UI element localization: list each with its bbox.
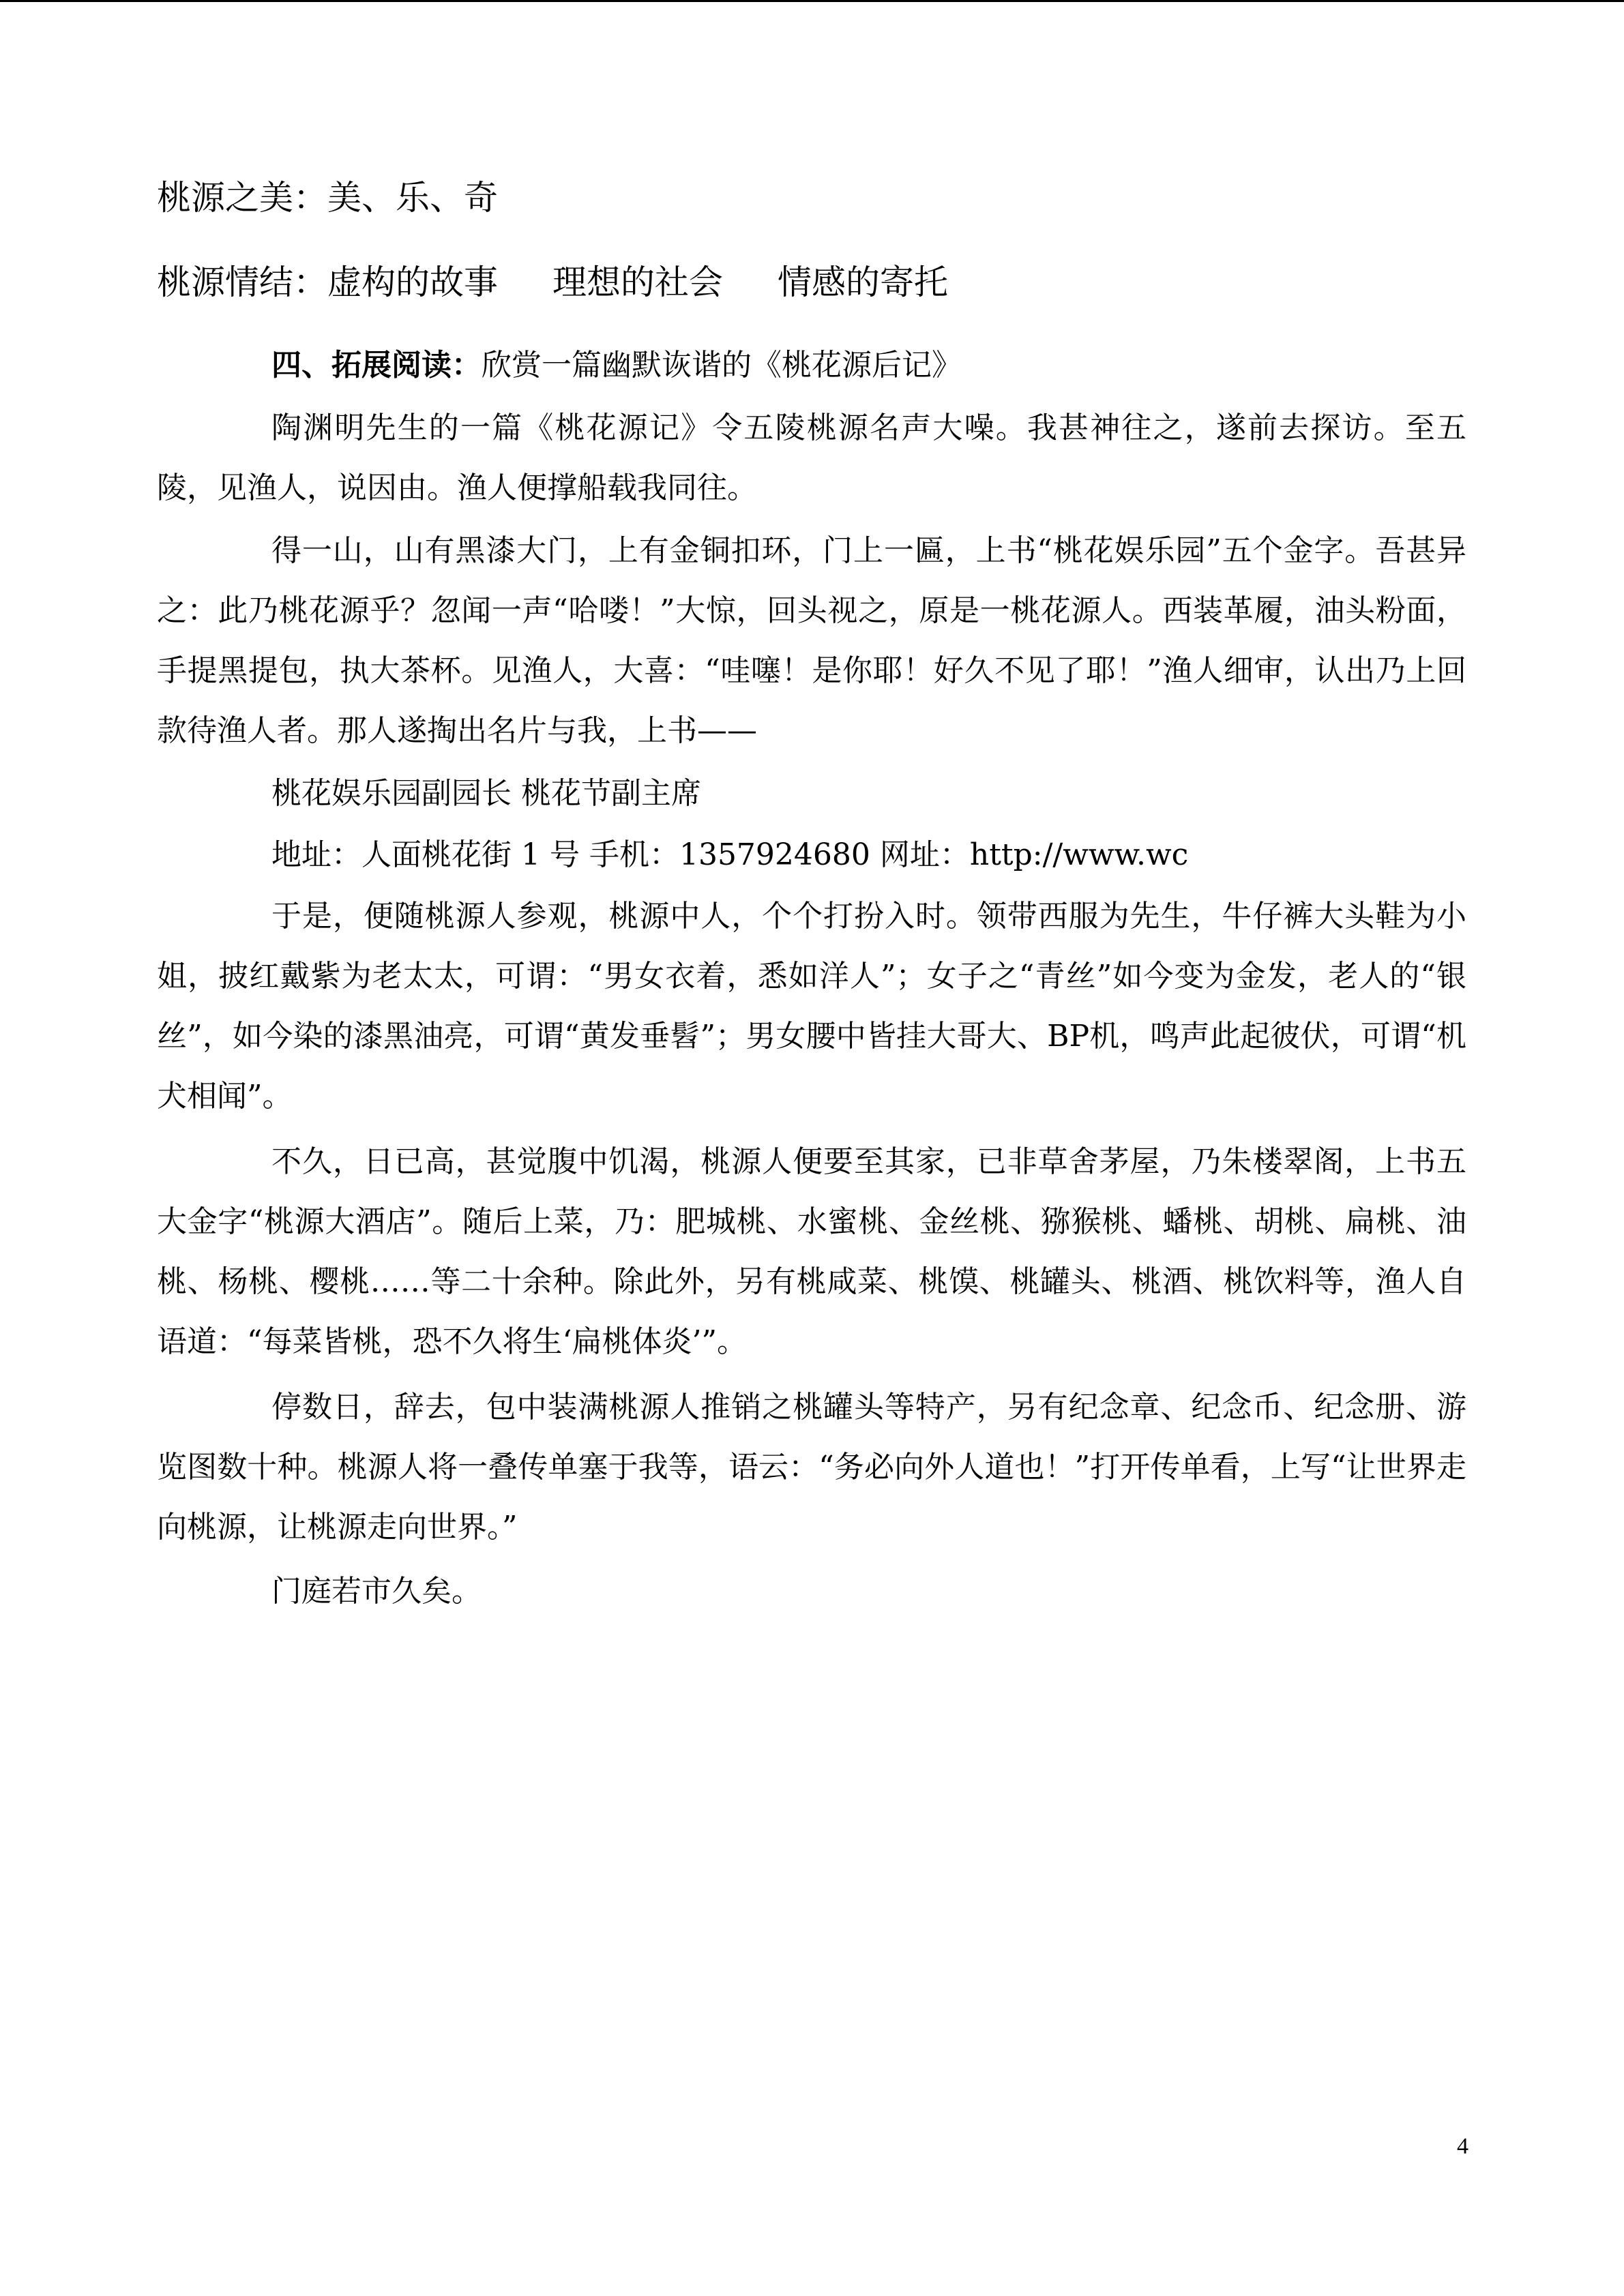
section-title-rest: 欣赏一篇幽默诙谐的《桃花源后记》 — [482, 348, 962, 383]
paragraph-4: 不久，日已高，甚觉腹中饥渴，桃源人便要至其家，已非草舍茅屋，乃朱楼翠阁，上书五大金字“桃源大酒店”。随后上菜，乃：肥城桃、水蜜桃、金丝桃、猕猴桃、蟠桃、胡桃、扁桃、油桃、杨桃、樱桃……等二十余种。除此外，另有桃咸菜、桃馍、桃罐头、桃酒、桃饮料等，渔人自语道：“每菜皆桃，恐不久将生‘扁桃体炎’”。 — [157, 1144, 1467, 1359]
heading-knot — [157, 262, 948, 303]
section-title-bold: 四、拓展阅读： — [271, 348, 482, 383]
knot-item-2: 理想的社会 — [552, 263, 723, 302]
knot-item-3: 情感的寄托 — [778, 263, 948, 302]
paragraph-5: 停数日，辞去，包中装满桃源人推销之桃罐头等特产，另有纪念章、纪念币、纪念册、游览图数十种。桃源人将一叠传单塞于我等，语云：“务必向外人道也！”打开传单看，上写“让世界走向桃源，让桃源走向世界。” — [157, 1390, 1466, 1545]
section-title — [271, 336, 962, 396]
knot-item-1: 虚构的故事 — [327, 263, 498, 302]
paragraph-1: 陶渊明先生的一篇《桃花源记》令五陵桃源名声大噪。我甚神往之，遂前去探访。至五陵，见渔人，说因由。渔人便撑船载我同往。 — [157, 411, 1466, 505]
paragraph-2: 得一山，山有黑漆大门，上有金铜扣环，门上一匾，上书“桃花娱乐园”五个金字。吾甚异之：此乃桃花源乎？忽闻一声“哈喽！”大惊，回头视之，原是一桃花源人。西装革履，油头粉面，手提黑提包，执大茶杯。见渔人，大喜：“哇噻！是你耶！好久不见了耶！”渔人细审，认出乃上回款待渔人者。那人遂掏出名片与我，上书—— — [157, 533, 1467, 748]
page-number: 4 — [1457, 2134, 1468, 2159]
card-contact-line: 地址：人面桃花街 1 号 手机：1357924680 网址：http://www.wc — [271, 837, 1189, 872]
closing-line: 门庭若市久矣。 — [271, 1574, 482, 1609]
top-border-line — [0, 0, 1624, 2]
card-title-line: 桃花娱乐园副园长 桃花节副主席 — [271, 776, 701, 811]
heading-beauty: 桃源之美：美、乐、奇 — [157, 178, 498, 218]
paragraph-3: 于是，便随桃源人参观，桃源中人，个个打扮入时。领带西服为先生，牛仔裤大头鞋为小姐，披红戴紫为老太太，可谓：“男女衣着，悉如洋人”；女子之“青丝”如今变为金发，老人的“银丝”，如今染的漆黑油亮，可谓“黄发垂髫”；男女腰中皆挂大哥大、BP机，鸣声此起彼伏，可谓“机犬相闻”。 — [157, 899, 1466, 1114]
heading-knot-label: 桃源情结： — [157, 263, 327, 302]
